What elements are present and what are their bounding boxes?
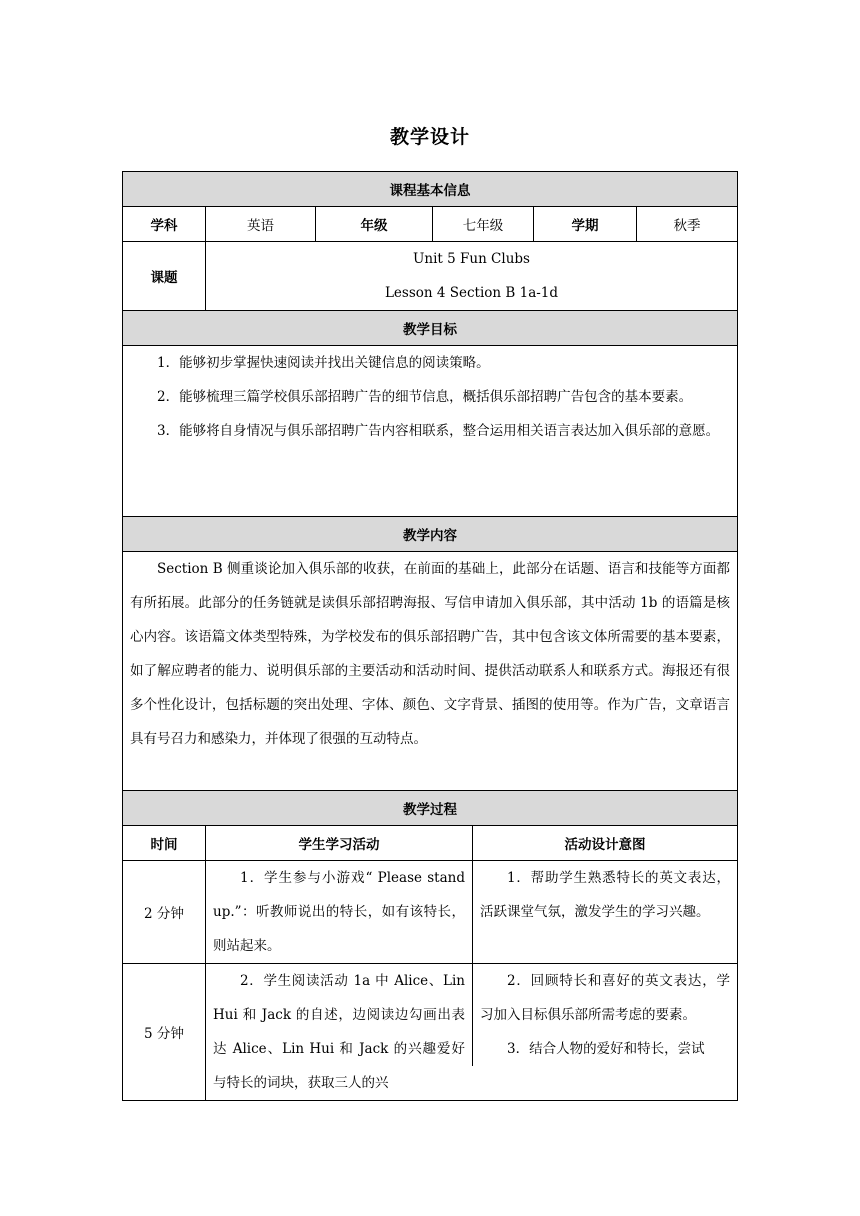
topic-line-2: Lesson 4 Section B 1a-1d bbox=[384, 285, 559, 301]
objective-item: 2．能够梳理三篇学校俱乐部招聘广告的细节信息，概括俱乐部招聘广告包含的基本要素。 bbox=[157, 389, 693, 405]
subject-value: 英语 bbox=[205, 207, 315, 241]
topic-line-1: Unit 5 Fun Clubs bbox=[413, 251, 530, 267]
content-body bbox=[123, 552, 737, 790]
section-header-process: 教学过程 bbox=[123, 791, 737, 825]
process-row-time: 5 分钟 bbox=[144, 1026, 184, 1042]
intent-text: 2．回顾特长和喜好的英文表达，学习加入目标俱乐部所需考虑的要素。 bbox=[480, 973, 730, 1023]
term-value: 秋季 bbox=[636, 207, 737, 241]
section-header-course-info: 课程基本信息 bbox=[123, 172, 737, 206]
term-label: 学期 bbox=[533, 207, 636, 241]
process-row-time: 2 分钟 bbox=[144, 906, 184, 922]
objectives-list bbox=[123, 346, 737, 516]
intent-text: 3．结合人物的爱好和特长，尝试 bbox=[507, 1041, 705, 1057]
process-header-time: 时间 bbox=[150, 837, 178, 853]
process-row-intent bbox=[472, 861, 737, 963]
process-row-intent bbox=[472, 964, 737, 1066]
activity-text: 1．学生参与小游戏“ Please stand up.”：听教师说出的特长，如有该特长，则站起来。 bbox=[213, 870, 465, 954]
section-header-objectives: 教学目标 bbox=[123, 311, 737, 345]
activity-text: 2．学生阅读活动 1a 中 Alice、Lin Hui 和 Jack 的自述，边阅读边勾画出表达 Alice、Lin Hui 和 Jack 的兴趣爱好与特长的词块，获取三人的兴 bbox=[213, 973, 465, 1091]
content-paragraph: Section B 侧重谈论加入俱乐部的收获，在前面的基础上，此部分在话题、语言和技能等方面都有所拓展。此部分的任务链就是读俱乐部招聘海报、写信申请加入俱乐部，其中活动 1b 的语篇是核心内容。该语篇文体类型特殊，为学校发布的俱乐部招聘广告，其中包含该文体所需要的基本要素，如了解应聘者的能力、说明俱乐部的主要活动和活动时间、提供活动联系人和联系方式。海报还有很多个性化设计，包括标题的突出处理、字体、颜色、文字背景、插图的使用等。作为广告，文章语言具有号召力和感染力，并体现了很强的互动特点。 bbox=[130, 561, 730, 747]
subject-label: 学科 bbox=[150, 218, 178, 234]
section-header-content: 教学内容 bbox=[123, 517, 737, 551]
intent-text: 1．帮助学生熟悉特长的英文表达，活跃课堂气氛，激发学生的学习兴趣。 bbox=[480, 870, 730, 920]
grade-label: 年级 bbox=[315, 207, 432, 241]
objective-item: 1．能够初步掌握快速阅读并找出关键信息的阅读策略。 bbox=[157, 355, 490, 371]
process-header-intent: 活动设计意图 bbox=[472, 826, 737, 860]
topic-label: 课题 bbox=[150, 270, 178, 286]
topic-value bbox=[205, 242, 737, 310]
grade-value: 七年级 bbox=[432, 207, 533, 241]
objective-item: 3．能够将自身情况与俱乐部招聘广告内容相联系，整合运用相关语言表达加入俱乐部的意愿。 bbox=[157, 423, 720, 439]
process-row-activity bbox=[205, 861, 472, 963]
process-header-activity: 学生学习活动 bbox=[205, 826, 472, 860]
lesson-plan-grid bbox=[122, 171, 738, 1101]
document-title: 教学设计 bbox=[389, 126, 470, 148]
process-row-activity bbox=[205, 964, 472, 1100]
